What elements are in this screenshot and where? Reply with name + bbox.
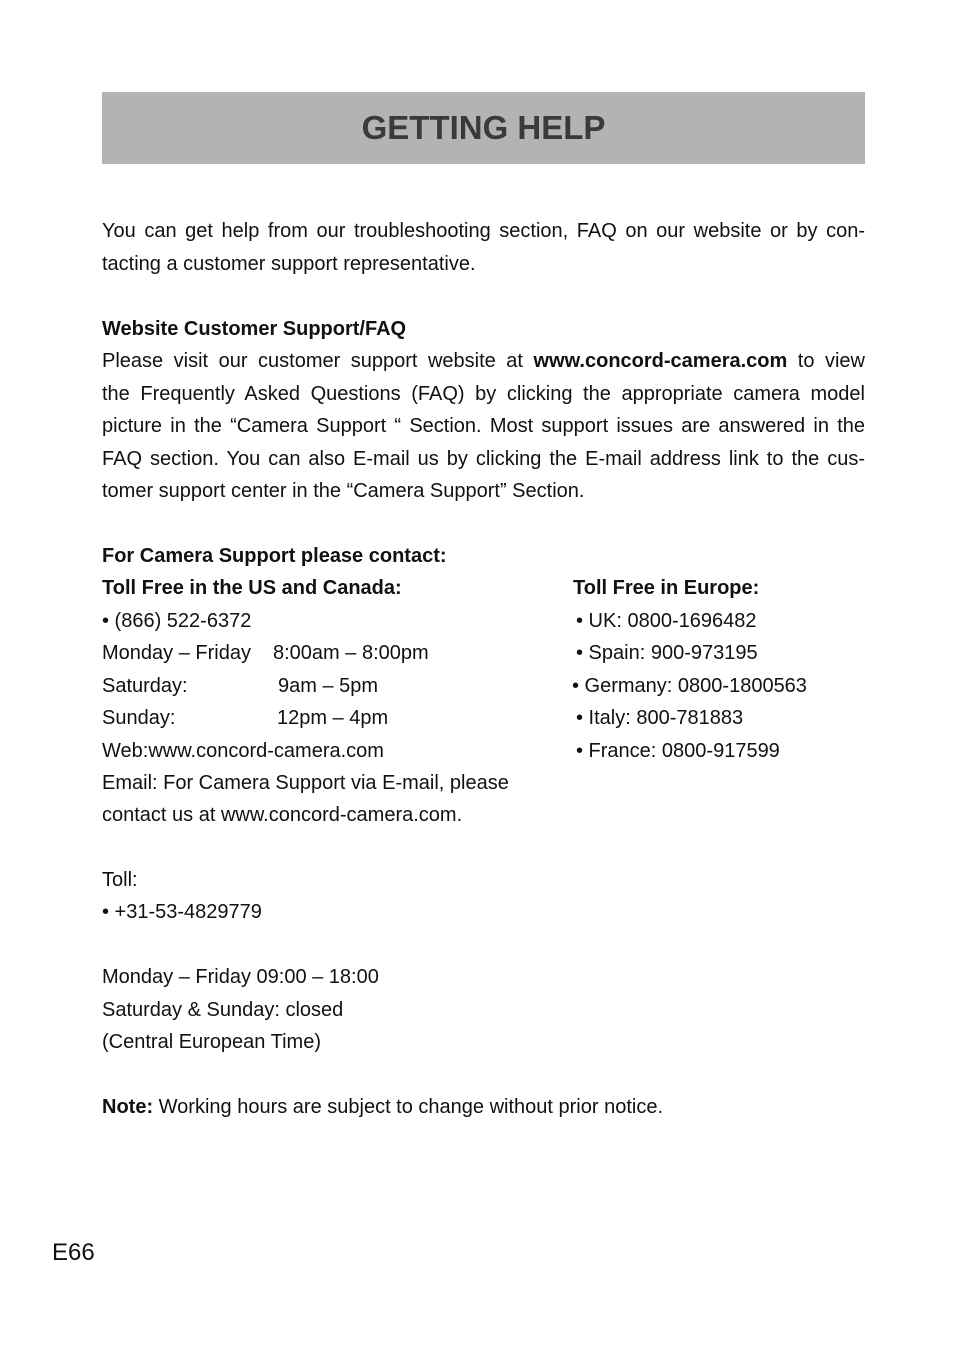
us-weekday-label: Monday – Friday bbox=[102, 642, 251, 664]
note-label: Note: bbox=[102, 1096, 154, 1118]
website-support-heading: Website Customer Support/FAQ bbox=[102, 318, 407, 340]
europe-italy: • Italy: 800-781883 bbox=[576, 707, 744, 729]
toll-weekday-hours: Monday – Friday 09:00 – 18:00 bbox=[102, 966, 379, 988]
section-header-band bbox=[102, 92, 865, 164]
intro-line-1: You can get help from our troubleshooting section, FAQ on our website or by con- bbox=[102, 220, 865, 242]
us-saturday-hours: 9am – 5pm bbox=[278, 675, 379, 697]
note-text: Working hours are subject to change without prior notice. bbox=[153, 1096, 664, 1118]
camera-support-heading: For Camera Support please contact: bbox=[102, 545, 447, 567]
toll-weekend-hours: Saturday & Sunday: closed bbox=[102, 999, 344, 1021]
toll-label: Toll: bbox=[102, 869, 138, 891]
page-number: E66 bbox=[52, 1239, 95, 1266]
page-title: GETTING HELP bbox=[361, 109, 606, 146]
europe-france: • France: 0800-917599 bbox=[576, 740, 780, 762]
website-support-line-1-post: to view bbox=[787, 350, 865, 372]
toll-phone: • +31-53-4829779 bbox=[102, 901, 262, 923]
us-phone: • (866) 522-6372 bbox=[102, 610, 252, 632]
us-sunday-label: Sunday: bbox=[102, 707, 176, 729]
us-sunday-hours: 12pm – 4pm bbox=[277, 707, 389, 729]
us-weekday-hours: 8:00am – 8:00pm bbox=[273, 642, 429, 664]
intro-line-2: tacting a customer support representative. bbox=[102, 253, 476, 275]
us-toll-free-heading: Toll Free in the US and Canada: bbox=[102, 577, 402, 599]
europe-toll-free-heading: Toll Free in Europe: bbox=[573, 577, 760, 599]
website-url: www.concord-camera.com bbox=[533, 350, 788, 372]
us-email-line-2: contact us at www.concord-camera.com. bbox=[102, 804, 463, 826]
website-support-line-1-pre: Please visit our customer support website at bbox=[102, 350, 534, 372]
us-web: Web:www.concord-camera.com bbox=[102, 740, 384, 762]
website-support-line-4: FAQ section. You can also E-mail us by clicking the E-mail address link to the cus- bbox=[102, 448, 865, 470]
website-support-line-3: picture in the “Camera Support “ Section. Most support issues are answered in the bbox=[102, 415, 865, 437]
website-support-line-2: the Frequently Asked Questions (FAQ) by clicking the appropriate camera model bbox=[102, 383, 865, 405]
note bbox=[102, 1095, 663, 1119]
website-support-line-1 bbox=[102, 349, 865, 373]
europe-uk: • UK: 0800-1696482 bbox=[576, 610, 757, 632]
website-support-line-5: tomer support center in the “Camera Support” Section. bbox=[102, 480, 585, 502]
us-saturday-label: Saturday: bbox=[102, 675, 188, 697]
europe-spain: • Spain: 900-973195 bbox=[576, 642, 758, 664]
us-email-line-1: Email: For Camera Support via E-mail, please bbox=[102, 772, 509, 794]
europe-germany: • Germany: 0800-1800563 bbox=[572, 675, 807, 697]
toll-timezone: (Central European Time) bbox=[102, 1031, 321, 1053]
